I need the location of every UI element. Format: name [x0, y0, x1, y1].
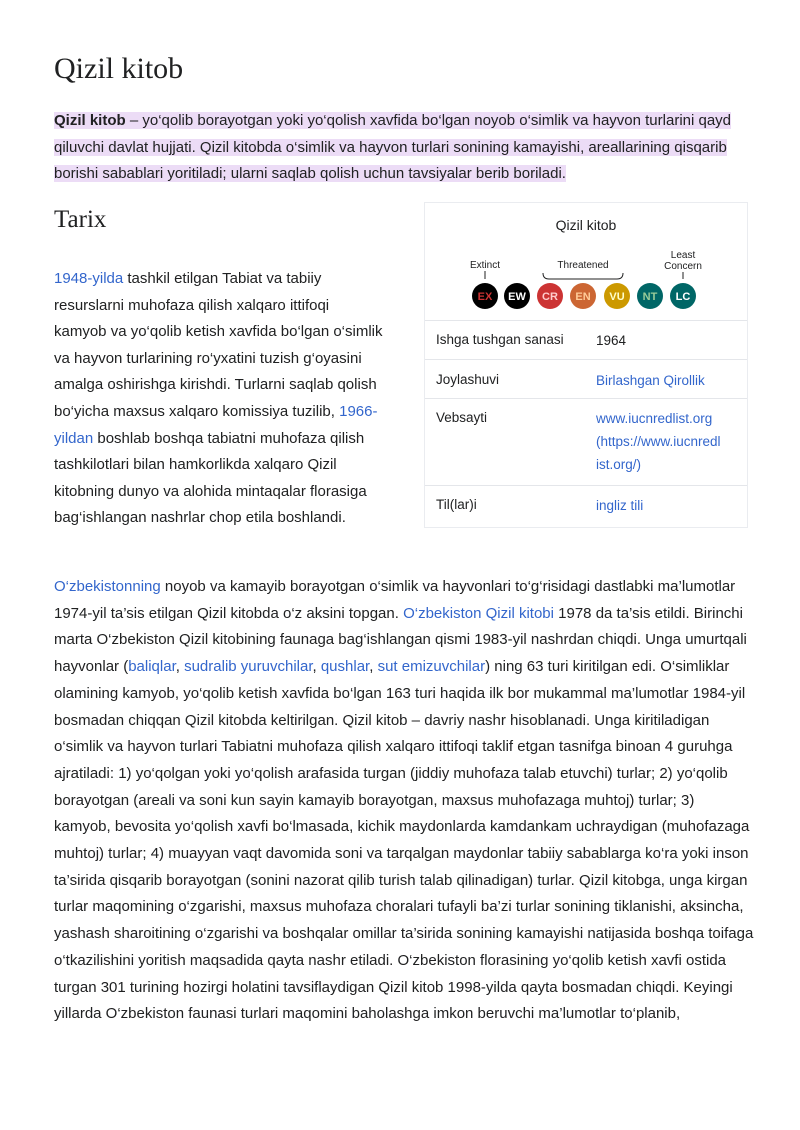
body-text-3: ) ning 63 turi kiritilgan edi. O‘simliklar olamining kamyob, yo‘qolib ketish xavfida bo‘lgan 163 turi haqida ilk bor mukammal ma’lumotlar 1984-yil bosmadan chiqqan Qizil kitobda keltirilgan. Qizil kitob – davriy nashr hisoblanadi. Unga kiritiladigan o‘simlik va hayvon turlari Tabiatni muhofaza qilish xalqaro ittifoqi taklif etgan tasnifga binoan 4 guruhga ajratiladi: 1) yo‘qolgan yoki yo‘qolish arafasida turgan (jiddiy muhofaza talab etuvchi) turlar; 2) yo‘qolib borayotgan (areali va soni kun sayin kamayib borayotgan, maxsus muhofazaga muhtoj) turlar; 3) kamyob, bevosita yo‘qolish xavfi bo‘lmasada, kichik maydonlarda kamdankam uchraydigan (muhofazaga muhtoj) turlar; 4) muayyan vaqt davomida soni va tarqalgan maydonlar tabiiy sabablarga ko‘ra yoki inson ta’sirida qisqarib borayotgan (sonini nazorat qilib turish talab qilinadigan) turlar. Qizil kitobga, unga kirgan turlar maqomining o‘zgarishi, maxsus muhofaza choralari tufayli ba’zi turlar sonining tiklanishi, aksincha, yashash sharoitining o‘zgarishi va boshqalar omillar ta’sirida sonining kamayishi natijasida boshqa toifaga o‘tkazilishini yoritish maqsadida qayta nashr etiladi. O‘zbekiston florasining yo‘qolib ketish xavfi ostida turgan 301 turining hozirgi holatini tavsiflaydigan Qizil kitob 1998-yilda qayta bosmadan chiqdi. Keyingi yillarda O‘zbekiston faunasi turlari maqomini baholashga imkon beruvchi ma’lumotlar to‘planib, [54, 658, 754, 1023]
link-fish[interactable]: baliqlar [128, 658, 176, 676]
history-paragraph [54, 266, 384, 532]
status-badges [472, 283, 696, 309]
threatened-bracket [543, 273, 623, 279]
conservation-status-scale [425, 239, 747, 321]
link-uzbekistan-red-book[interactable]: O‘zbekiston Qizil kitobi [403, 604, 554, 622]
sep: , [175, 658, 185, 676]
language-link[interactable]: ingliz tili [596, 498, 644, 513]
status-badge-label: EN [575, 291, 591, 303]
status-badge-label: LC [675, 291, 691, 303]
status-badge-label: CR [542, 291, 558, 303]
infobox-title: Qizil kitob [555, 217, 617, 233]
infobox-row-launch-date [425, 320, 747, 359]
link-uzbekistan[interactable]: O‘zbekistonning [54, 578, 161, 595]
infobox [424, 202, 748, 528]
status-badge-label: VU [609, 291, 625, 303]
section-heading-history: Tarix [54, 206, 107, 233]
body-text-1: noyob va kamayib borayotgan o‘simlik va hayvonlari to‘g‘risidagi dastlabki ma’lumotlar 1974-yil ta’sis etilgan Qizil kitobda o‘z aksini topgan. [54, 578, 736, 622]
row-label: Til(lar)i [436, 497, 477, 512]
lead-highlight [54, 112, 731, 182]
lead-term: Qizil kitob [54, 112, 126, 129]
location-link[interactable]: Birlashgan Qirollik [596, 373, 705, 388]
status-badge-label: NT [642, 291, 658, 303]
link-1966[interactable]: 1966-yildan [54, 402, 378, 447]
link-1948[interactable]: 1948-yilda [54, 270, 124, 287]
body-text-2: 1978 da ta’sis etildi. Birinchi marta O‘zbekiston Qizil kitobining faunaga bag‘ishlangan qismi 1983-yil nashrdan chiqdi. Unga umurtqali hayvonlar ( [54, 604, 747, 676]
lead-text: – yo‘qolib borayotgan yoki yo‘qolish xavfida bo‘lgan noyob o‘simlik va hayvon turlarini qayd qiluvchi davlat hujjati. Qizil kitobda o‘simlik va hayvon turlari sonining kamayishi, areallarining qisqarib borishi sabablari yoritiladi; ularni saqlab qolish uchun tavsiyalar berib boriladi. [54, 112, 732, 182]
link-birds[interactable]: qushlar [320, 658, 370, 676]
row-label: Vebsayti [436, 410, 488, 425]
link-mammals[interactable]: sut emizuvchilar [377, 658, 486, 676]
lead-paragraph [54, 108, 754, 188]
history-text-1: tashkil etilgan Tabiat va tabiiy resurslarni muhofaza qilish xalqaro ittifoqi kamyob va yo‘qolib ketish xavfida bo‘lgan o‘simlik va hayvon turlarining ro‘yxatini tuzish g‘oyasini amalga oshirishga kirishdi. Turlarni saqlab qolish bo‘yicha maxsus xalqaro komissiya tuzilib, [54, 270, 383, 420]
infobox-row-website [425, 398, 747, 485]
history-text-2: boshlab boshqa tabiatni muhofaza qilish tashkilotlari bilan hamkorlikda xalqaro Qizil kitobning dunyo va alohida mintaqalar florasiga bag‘ishlangan nashrlar chop etila boshlandi. [54, 429, 367, 527]
body-paragraph [54, 574, 754, 1028]
label-least: Least [670, 250, 696, 261]
row-value: 1964 [596, 333, 627, 348]
label-threatened: Threatened [557, 260, 609, 271]
page-title: Qizil kitob [54, 52, 184, 85]
sep: , [312, 658, 321, 676]
website-link[interactable]: www.iucnredlist.org (https://www.iucnredl ist.org/) [596, 411, 721, 472]
label-extinct: Extinct [469, 260, 501, 271]
label-concern: Concern [664, 261, 702, 272]
sep: , [369, 658, 378, 676]
status-badge-label: EX [477, 291, 493, 303]
link-reptiles[interactable]: sudralib yuruvchilar [184, 658, 313, 676]
infobox-row-location [425, 359, 747, 398]
status-badge-label: EW [508, 291, 526, 303]
row-label: Ishga tushgan sanasi [436, 332, 564, 347]
row-label: Joylashuvi [436, 372, 500, 387]
infobox-row-language [425, 485, 747, 527]
